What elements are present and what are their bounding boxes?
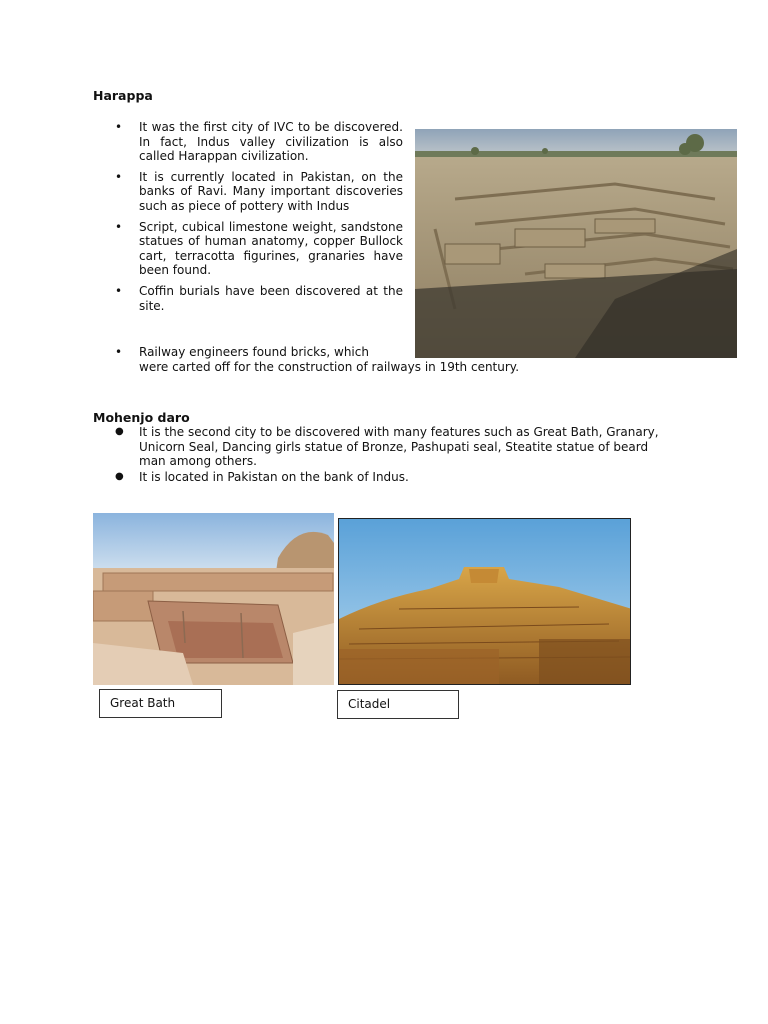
mohenjo-daro-heading: Mohenjo daro xyxy=(93,410,190,425)
list-item: • It was the first city of IVC to be discovered. In fact, Indus valley civilization is also called Harappan civilization. xyxy=(115,120,403,164)
list-item: ● It is located in Pakistan on the bank of Indus. xyxy=(115,469,409,484)
bullet-icon: ● xyxy=(115,470,124,482)
citadel-caption: Citadel xyxy=(337,690,459,719)
great-bath-image xyxy=(93,513,334,685)
bullet-icon: • xyxy=(115,219,123,234)
bullet-icon: • xyxy=(115,283,123,298)
list-item: • It is currently located in Pakistan, on the banks of Ravi. Many important discoveries such as piece of pottery with Indus xyxy=(115,169,403,213)
great-bath-caption: Great Bath xyxy=(99,689,222,718)
mohenjo-bullet-list xyxy=(115,425,659,485)
bullet-icon: • xyxy=(115,345,123,359)
list-item: ● It is the second city to be discovered with many features such as Great Bath, Granary, Unicorn Seal, Dancing girls statue of Bronze, Pashupati seal, Steatite statue of beard man among others. xyxy=(115,425,659,469)
bullet-icon: • xyxy=(115,120,123,134)
list-item: • Coffin burials have been discovered at the site. xyxy=(115,283,403,313)
harappa-ruins-image xyxy=(415,129,737,358)
harappa-heading: Harappa xyxy=(93,88,153,103)
citadel-image xyxy=(338,518,631,685)
bullet-icon: ● xyxy=(115,426,124,437)
harappa-bullet-list xyxy=(115,120,403,319)
bullet-icon: • xyxy=(115,169,123,184)
list-item: • Script, cubical limestone weight, sandstone statues of human anatomy, copper Bullock cart, terracotta figurines, granaries have been found. xyxy=(115,219,403,278)
list-item: Railway engineers found bricks, which were carted off for the construction of railways in 19th century. xyxy=(139,345,520,374)
